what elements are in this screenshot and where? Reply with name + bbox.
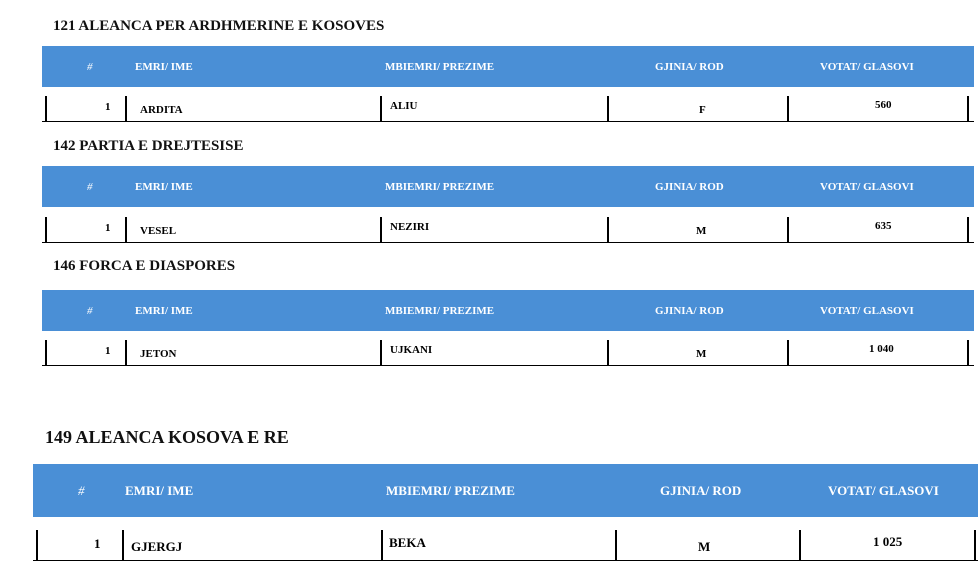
header-first-name: EMRI/ IME bbox=[135, 304, 193, 317]
table-header bbox=[42, 46, 974, 87]
header-num: # bbox=[87, 60, 93, 73]
cell-divider bbox=[787, 340, 789, 365]
table-row bbox=[42, 96, 974, 122]
cell-last-name: UJKANI bbox=[390, 344, 433, 356]
header-gender: GJINIA/ ROD bbox=[655, 60, 724, 73]
header-gender: GJINIA/ ROD bbox=[655, 180, 724, 193]
header-gender: GJINIA/ ROD bbox=[660, 482, 742, 498]
cell-divider bbox=[607, 217, 609, 242]
header-votes: VOTAT/ GLASOVI bbox=[820, 60, 914, 73]
header-votes: VOTAT/ GLASOVI bbox=[820, 304, 914, 317]
cell-divider bbox=[381, 530, 383, 560]
party-title: 146 FORCA E DIASPORES bbox=[53, 258, 236, 274]
cell-first-name: GJERGJ bbox=[131, 539, 183, 554]
cell-votes: 1 040 bbox=[869, 343, 894, 355]
cell-num: 1 bbox=[105, 345, 111, 357]
cell-divider bbox=[967, 217, 969, 242]
cell-gender: F bbox=[699, 104, 706, 116]
cell-divider bbox=[45, 340, 47, 365]
cell-divider bbox=[36, 530, 38, 560]
party-title: 142 PARTIA E DREJTESISE bbox=[53, 138, 244, 154]
party-title: 121 ALEANCA PER ARDHMERINE E KOSOVES bbox=[53, 18, 385, 34]
cell-divider bbox=[125, 340, 127, 365]
cell-divider bbox=[125, 217, 127, 242]
cell-divider bbox=[799, 530, 801, 560]
party-title: 149 ALEANCA KOSOVA E RE bbox=[45, 427, 289, 447]
header-last-name: MBIEMRI/ PREZIME bbox=[386, 482, 515, 498]
header-last-name: MBIEMRI/ PREZIME bbox=[385, 60, 495, 73]
cell-votes: 560 bbox=[875, 99, 892, 111]
table-row bbox=[42, 217, 974, 243]
cell-num: 1 bbox=[105, 101, 111, 113]
cell-divider bbox=[45, 96, 47, 121]
table-header bbox=[33, 464, 978, 517]
header-num: # bbox=[78, 482, 85, 498]
cell-divider bbox=[122, 530, 124, 560]
cell-divider bbox=[787, 217, 789, 242]
cell-votes: 1 025 bbox=[873, 534, 903, 549]
header-last-name: MBIEMRI/ PREZIME bbox=[385, 304, 495, 317]
cell-last-name: NEZIRI bbox=[390, 221, 430, 233]
cell-num: 1 bbox=[94, 536, 101, 551]
cell-divider bbox=[380, 340, 382, 365]
cell-divider bbox=[787, 96, 789, 121]
cell-votes: 635 bbox=[875, 220, 892, 232]
cell-first-name: JETON bbox=[140, 348, 177, 360]
cell-gender: M bbox=[696, 348, 707, 360]
cell-first-name: VESEL bbox=[140, 225, 177, 237]
header-num: # bbox=[87, 180, 93, 193]
cell-divider bbox=[967, 340, 969, 365]
table-header bbox=[42, 290, 974, 331]
cell-divider bbox=[615, 530, 617, 560]
cell-gender: M bbox=[698, 539, 711, 554]
header-first-name: EMRI/ IME bbox=[125, 482, 194, 498]
cell-divider bbox=[380, 217, 382, 242]
cell-divider bbox=[974, 530, 976, 560]
header-votes: VOTAT/ GLASOVI bbox=[820, 180, 914, 193]
cell-divider bbox=[607, 340, 609, 365]
header-votes: VOTAT/ GLASOVI bbox=[828, 482, 939, 498]
cell-divider bbox=[380, 96, 382, 121]
cell-num: 1 bbox=[105, 222, 111, 234]
header-last-name: MBIEMRI/ PREZIME bbox=[385, 180, 495, 193]
header-first-name: EMRI/ IME bbox=[135, 60, 193, 73]
table-row bbox=[33, 530, 978, 561]
cell-last-name: ALIU bbox=[390, 100, 418, 112]
cell-gender: M bbox=[696, 225, 707, 237]
cell-last-name: BEKA bbox=[389, 535, 426, 550]
header-num: # bbox=[87, 304, 93, 317]
header-gender: GJINIA/ ROD bbox=[655, 304, 724, 317]
cell-first-name: ARDITA bbox=[140, 104, 183, 116]
table-row bbox=[42, 340, 974, 366]
cell-divider bbox=[607, 96, 609, 121]
cell-divider bbox=[125, 96, 127, 121]
header-first-name: EMRI/ IME bbox=[135, 180, 193, 193]
table-header bbox=[42, 166, 974, 207]
cell-divider bbox=[967, 96, 969, 121]
cell-divider bbox=[45, 217, 47, 242]
